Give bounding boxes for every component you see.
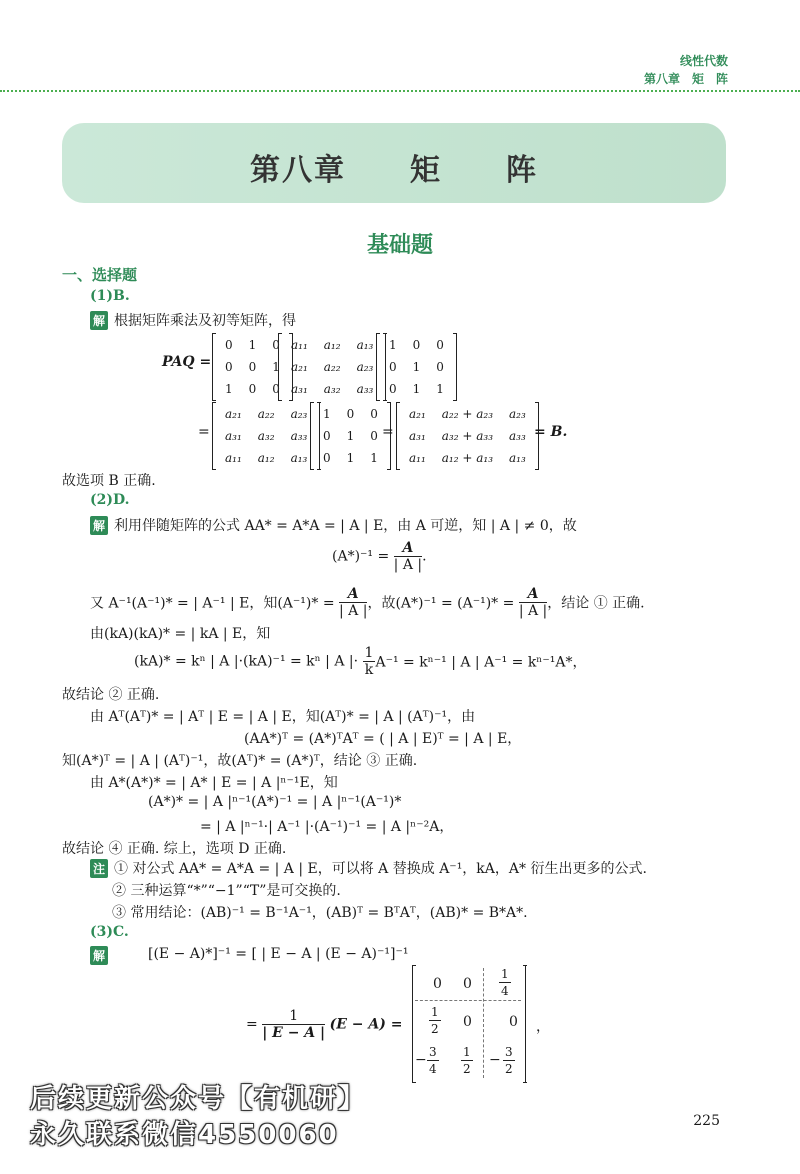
q3-tag-row <box>90 946 114 965</box>
partition-line-h <box>415 1000 521 1001</box>
q2-line2: 又 A⁻¹(A⁻¹)* = | A⁻¹ | E，知(A⁻¹)* = $\frac{A}{| A |}$ ，故(A*)⁻¹ = (A⁻¹)* = $\frac{A}{| A |}$ ，结论 ① 正确. <box>90 586 645 619</box>
q1-rhs: = B. <box>534 424 568 440</box>
q2-line10: (A*)* = | A |ⁿ⁻¹(A*)⁻¹ = | A |ⁿ⁻¹(A⁻¹)* <box>148 794 402 810</box>
header-subject: 线性代数 <box>679 54 728 68</box>
watermark-line2: 永久联系微信4550060 <box>30 1120 339 1150</box>
q1-number: (1)B. <box>90 288 130 304</box>
section-title: 基础题 <box>366 233 433 258</box>
header-divider <box>0 90 800 92</box>
q2-line1: 利用伴随矩阵的公式 AA* = A*A = | A | E，由 A 可逆，知 | A | ≠ 0，故 <box>114 518 577 534</box>
q3-matrix: 0 0 $\frac{1}{4}$ $\frac{1}{2}$ 0 0 − $\frac{3}{4}$ $\frac{1}{2}$ − $\frac{3}{2}$ <box>412 966 526 1082</box>
q1-lhs: PAQ = <box>162 354 212 370</box>
solution-tag: 解 <box>90 516 108 535</box>
q3-tail: ， <box>536 1019 550 1035</box>
q2-line11: = | A |ⁿ⁻¹·| A⁻¹ |·(A⁻¹)⁻¹ = | A |ⁿ⁻²A， <box>200 819 454 835</box>
matrix-p: 0 1 0 0 0 1 1 0 0 <box>212 334 293 400</box>
chapter-title: 第八章 矩 阵 <box>250 153 538 188</box>
matrix-a: a₁₁ a₁₂ a₁₃ a₂₁ a₂₂ a₂₃ a₃₁ a₃₂ a₃₃ <box>278 334 386 400</box>
partition-line-v <box>483 968 484 1078</box>
q2-note1-row <box>90 858 647 878</box>
solution-tag: 解 <box>90 311 108 330</box>
q3-frac-3-4: $\frac{3}{4}$ <box>429 1045 437 1076</box>
q2-line7: (AA*)ᵀ = (A*)ᵀAᵀ = ( | A | E)ᵀ = | A | E， <box>244 731 522 747</box>
note-tag: 注 <box>90 859 108 878</box>
q3-frac-3-2: $\frac{3}{2}$ <box>505 1045 513 1076</box>
q2-line4: (kA)* = kⁿ | A |·(kA)⁻¹ = kⁿ | A |· $\frac{1}{k}$ A⁻¹ = kⁿ⁻¹ | A | A⁻¹ = kⁿ⁻¹A*， <box>134 645 587 678</box>
q3-frac-1-2: $\frac{1}{2}$ <box>431 1005 439 1036</box>
q3-number: (3)C. <box>90 924 129 940</box>
q1-intro-line <box>90 310 296 330</box>
q3-frac-1-2b: $\frac{1}{2}$ <box>463 1045 471 1076</box>
q2-note3: ③ 常用结论：(AB)⁻¹ = B⁻¹A⁻¹，(AB)ᵀ = BᵀAᵀ，(AB)* = B*A*. <box>112 905 528 921</box>
q2-line1-row <box>90 515 577 535</box>
q2-line6: 由 Aᵀ(Aᵀ)* = | Aᵀ | E = | A | E，知(Aᵀ)* = | A | (Aᵀ)⁻¹，由 <box>90 709 476 725</box>
q3-line1: [(E − A)*]⁻¹ = [ | E − A | (E − A)⁻¹]⁻¹ <box>148 946 409 962</box>
q2-line5: 故结论 ② 正确. <box>62 687 160 703</box>
q1-eq2: = <box>382 424 394 440</box>
q2-line8: 知(A*)ᵀ = | A | (Aᵀ)⁻¹，故(Aᵀ)* = (A*)ᵀ，结论 ③ 正确. <box>62 753 418 769</box>
q2-number: (2)D. <box>90 492 130 508</box>
matrix-q: 1 0 0 0 1 0 0 1 1 <box>376 334 457 400</box>
watermark-line1: 后续更新公众号【有机研】 <box>30 1084 367 1114</box>
solution-tag: 解 <box>90 946 108 965</box>
q1-intro: 根据矩阵乘法及初等矩阵，得 <box>114 313 297 329</box>
part-title: 一、选择题 <box>62 266 138 284</box>
matrix-pa: a₂₁ a₂₂ a₂₃ a₃₁ a₃₂ a₃₃ a₁₁ a₁₂ a₁₃ <box>212 403 320 469</box>
matrix-result: a₂₁ a₂₂ + a₂₃ a₂₃ a₃₁ a₃₂ + a₃₃ a₃₃ a₁₁ a₁₂ + a₁₃ a₁₃ <box>396 403 539 469</box>
q3-eq-row: = $\frac{1}{| E - A |}$ (E − A) = <box>246 1008 403 1041</box>
q2-line9: 由 A*(A*)* = | A* | E = | A |ⁿ⁻¹E，知 <box>90 775 338 791</box>
chapter-banner <box>62 123 726 203</box>
page-number: 225 <box>693 1113 720 1129</box>
q2-formula1: (A*)⁻¹ = $\frac{A}{| A |}$ . <box>332 540 427 573</box>
q2-line3: 由(kA)(kA)* = | kA | E，知 <box>90 626 271 642</box>
q1-conclusion: 故选项 B 正确. <box>62 473 156 489</box>
q1-eq: = <box>198 424 210 440</box>
matrix-q2: 1 0 0 0 1 0 0 1 1 <box>310 403 391 469</box>
q3-frac-1-4: $\frac{1}{4}$ <box>501 967 509 998</box>
q2-note2: ② 三种运算“*”“−1”“T”是可交换的. <box>112 883 341 899</box>
q2-line12: 故结论 ④ 正确. 综上，选项 D 正确. <box>62 841 287 857</box>
q2-note1: ① 对公式 AA* = A*A = | A | E，可以将 A 替换成 A⁻¹，kA，A* 衍生出更多的公式. <box>114 861 647 877</box>
header-chapter: 第八章 矩 阵 <box>643 72 728 86</box>
